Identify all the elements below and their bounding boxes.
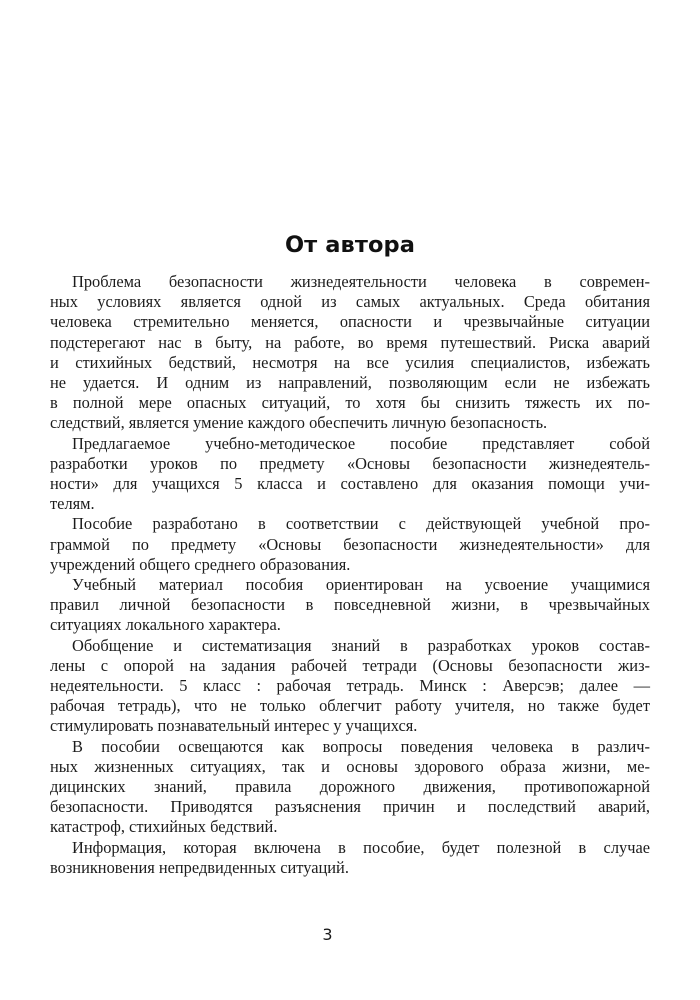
body-text bbox=[50, 272, 650, 878]
text-line: возникновения непредвиденных ситуаций. bbox=[50, 857, 349, 877]
text-line: телям. bbox=[50, 494, 95, 514]
text-line: ности» для учащихся 5 класса и составлено для оказания помощи учи- bbox=[50, 474, 650, 494]
paragraph-5 bbox=[50, 636, 650, 737]
text-line: ных жизненных ситуациях, так и основы здорового образа жизни, ме- bbox=[50, 756, 650, 776]
text-line: подстерегают нас в быту, на работе, во время путешествий. Риска аварий bbox=[50, 332, 650, 352]
text-line: следствий, является умение каждого обеспечить личную безопасность. bbox=[50, 413, 548, 433]
paragraph-7 bbox=[50, 838, 650, 878]
paragraph-3 bbox=[50, 514, 650, 575]
text-line: стимулировать познавательный интерес у учащихся. bbox=[50, 716, 418, 736]
text-line: Пособие разработано в соответствии с действующей учебной про- bbox=[72, 514, 650, 534]
text-line: безопасности. Приводятся разъяснения причин и последствий аварий, bbox=[50, 797, 650, 817]
text-line: не удается. И одним из направлений, позволяющим если не избежать bbox=[50, 373, 650, 393]
paragraph-6 bbox=[50, 737, 650, 838]
text-line: и стихийных бедствий, несмотря на все усилия специалистов, избежать bbox=[50, 352, 650, 372]
paragraph-2 bbox=[50, 434, 650, 515]
text-line: недеятельности. 5 класс : рабочая тетрадь. Минск : Аверсэв; далее — bbox=[50, 676, 650, 696]
text-line: правил личной безопасности в повседневной жизни, в чрезвычайных bbox=[50, 595, 650, 615]
text-line: катастроф, стихийных бедствий. bbox=[50, 817, 278, 837]
text-line: лены с опорой на задания рабочей тетради (Основы безопасности жиз- bbox=[50, 655, 650, 675]
text-line: Учебный материал пособия ориентирован на усвоение учащимися bbox=[72, 575, 650, 595]
text-line: рабочая тетрадь), что не только облегчит работу учителя, но также будет bbox=[50, 696, 650, 716]
text-line: Обобщение и систематизация знаний в разработках уроков состав- bbox=[72, 635, 650, 655]
page-content bbox=[50, 231, 650, 878]
text-line: дицинских знаний, правила дорожного движения, противопожарной bbox=[50, 777, 650, 797]
text-line: в полной мере опасных ситуаций, то хотя бы снизить тяжесть их по- bbox=[50, 393, 650, 413]
page-number: 3 bbox=[322, 925, 333, 944]
text-line: Проблема безопасности жизнедеятельности человека в современ- bbox=[72, 272, 650, 291]
text-line: граммой по предмету «Основы безопасности жизнедеятельности» для bbox=[50, 534, 650, 554]
text-line: В пособии освещаются как вопросы поведения человека в различ- bbox=[72, 736, 650, 756]
text-line: человека стремительно меняется, опасности и чрезвычайные ситуации bbox=[50, 312, 650, 332]
text-line: разработки уроков по предмету «Основы безопасности жизнедеятель- bbox=[50, 453, 650, 473]
text-line: ных условиях является одной из самых актуальных. Среда обитания bbox=[50, 292, 650, 312]
text-line: Предлагаемое учебно-методическое пособие представляет собой bbox=[72, 433, 650, 453]
page-title: От автора bbox=[284, 232, 416, 258]
text-line: учреждений общего среднего образования. bbox=[50, 554, 351, 574]
paragraph-1 bbox=[50, 272, 650, 434]
text-line: Информация, которая включена в пособие, будет полезной в случае bbox=[72, 837, 650, 857]
text-line: ситуациях локального характера. bbox=[50, 615, 281, 635]
paragraph-4 bbox=[50, 575, 650, 636]
